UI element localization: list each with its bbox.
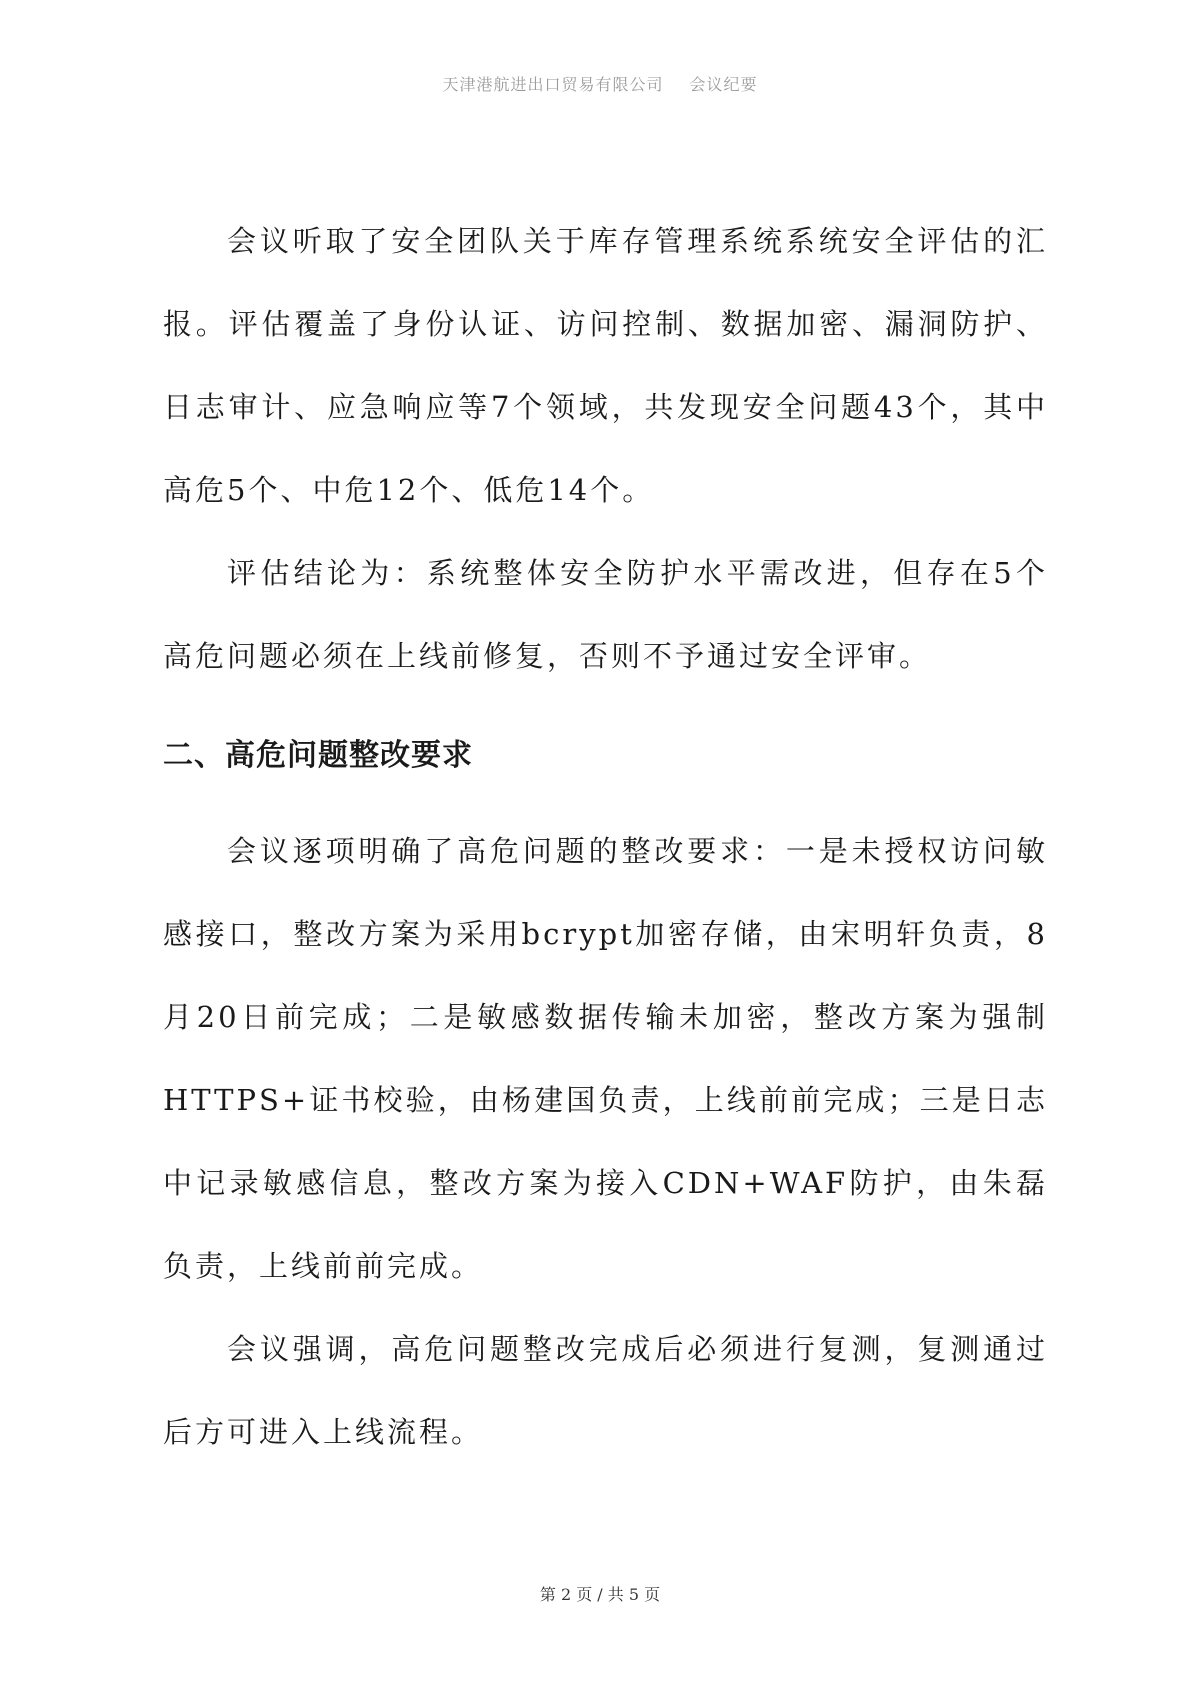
paragraph-assessment-conclusion: 评估结论为：系统整体安全防护水平需改进，但存在5个高危问题必须在上线前修复，否则不予通过安全评审。 — [163, 556, 1048, 673]
header-doc-type: 会议纪要 — [689, 75, 758, 94]
document-body — [163, 200, 1048, 1474]
page-header — [0, 72, 1200, 95]
paragraph-retest-emphasis: 会议强调，高危问题整改完成后必须进行复测，复测通过后方可进入上线流程。 — [163, 1332, 1048, 1449]
header-company: 天津港航进出口贸易有限公司 — [442, 75, 664, 94]
page-footer — [0, 1582, 1200, 1605]
page-number: 第 2 页 / 共 5 页 — [539, 1585, 661, 1604]
paragraph-assessment-report: 会议听取了安全团队关于库存管理系统系统安全评估的汇报。评估覆盖了身份认证、访问控制、数据加密、漏洞防护、日志审计、应急响应等7个领域，共发现安全问题43个，其中高危5个、中危12个、低危14个。 — [163, 224, 1048, 507]
section-heading: 二、高危问题整改要求 — [163, 738, 473, 773]
paragraph-rectification-requirements: 会议逐项明确了高危问题的整改要求：一是未授权访问敏感接口，整改方案为采用bcrypt加密存储，由宋明轩负责，8月20日前完成；二是敏感数据传输未加密，整改方案为强制HTTPS+证书校验，由杨建国负责，上线前前完成；三是日志中记录敏感信息，整改方案为接入CDN+WAF防护，由朱磊负责，上线前前完成。 — [163, 834, 1048, 1283]
